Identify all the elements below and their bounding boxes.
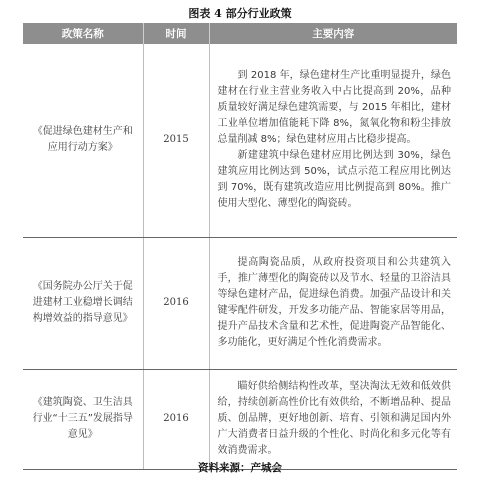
table-row bbox=[23, 44, 457, 237]
policy-content-cell bbox=[209, 237, 457, 369]
source-note: 资料来源：产城会 bbox=[198, 462, 282, 474]
policy-name-cell: 《促进绿色建材生产和应用行动方案》 bbox=[23, 44, 143, 237]
policy-year-cell: 2016 bbox=[143, 237, 209, 369]
header-main-content: 主要内容 bbox=[209, 23, 457, 44]
content-paragraph: 到 2018 年，绿色建材生产比重明显提升，绿色建材在行业主营业务收入中占比提高到 20%，品种质量较好满足绿色建筑需要，与 2015 年相比，建材工业单位增加值能耗下降 8%，氮氧化物和粉尘排放总量削减 8%；绿色建材应用占比稳步提高。 bbox=[217, 70, 451, 146]
policy-year-cell: 2016 bbox=[143, 369, 209, 469]
policy-name-cell: 《国务院办公厅关于促进建材工业稳增长调结构增效益的指导意见》 bbox=[23, 237, 143, 369]
policy-name-cell: 《建筑陶瓷、卫生洁具行业“十三五”发展指导意见》 bbox=[23, 369, 143, 469]
table-header-row bbox=[23, 23, 457, 44]
policy-content-cell bbox=[209, 369, 457, 469]
table-row bbox=[23, 237, 457, 369]
table-row bbox=[23, 369, 457, 469]
policy-year-cell: 2015 bbox=[143, 44, 209, 237]
content-paragraph: 瞄好供给侧结构性改革，坚决淘汰无效和低效供给，持续创新高性价比有效供给，不断增品种、提品质、创品牌，更好地创新、培育、引领和满足国内外广大消费者日益升级的个性化、时尚化和多元化等有效消费需求。 bbox=[217, 381, 451, 456]
policy-content-cell bbox=[209, 44, 457, 237]
content-paragraph: 提高陶瓷品质，从政府投资项目和公共建筑入手，推广薄型化的陶瓷砖以及节水、轻量的卫浴洁具等绿色建材产品，促进绿色消费。加强产品设计和关键零配件研发，开发多功能产品、智能家居等用品，提升产品技术含量和艺术性，促进陶瓷产品智能化、多功能化，更好满足个性化消费需求。 bbox=[217, 257, 451, 348]
table-title: 图表 4 部分行业政策 bbox=[188, 7, 292, 20]
header-time: 时间 bbox=[143, 23, 209, 44]
header-policy-name: 政策名称 bbox=[23, 23, 143, 44]
content-paragraph: 新建建筑中绿色建材应用比例达到 30%，绿色建筑应用比例达到 50%，试点示范工程应用比例达到 70%，既有建筑改造应用比例提高到 80%。推广使用大型化、薄型化的陶瓷砖。 bbox=[217, 150, 451, 210]
policy-table bbox=[23, 23, 457, 470]
